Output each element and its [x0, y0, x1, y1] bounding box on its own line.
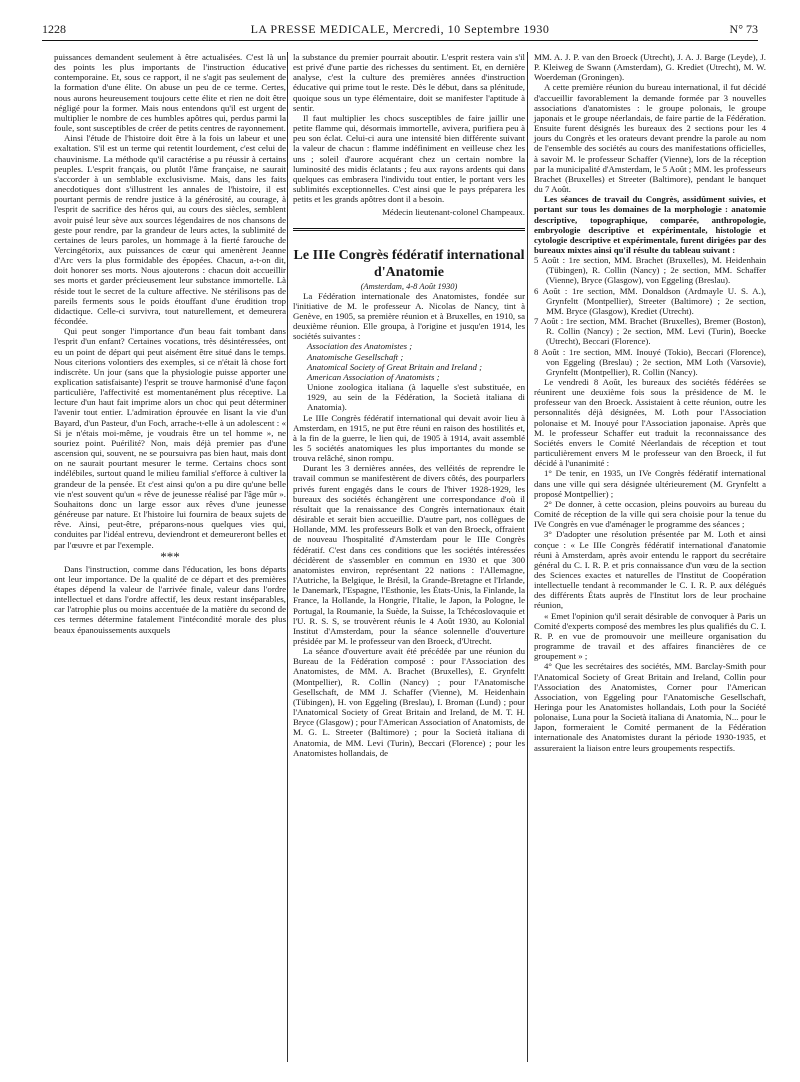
- column-divider: [287, 52, 288, 1062]
- paragraph: A cette première réunion du bureau international, il fut décidé d'accueillir favorablement la demande formée par 3 nouvelles associations d'anatomistes : le groupe polonais, le groupe japonais et le groupe néerlandais, de faire partie de la Fédération. Ensuite furent désignés les bureaux des 2 sections pour les 4 jours du Congrès et les orateurs devant prendre la parole au nom de l'ensemble des sociétés au cours des manifestations officielles, à savoir M. le professeur Schaffer (Vienne), lors de la réception par la municipalité d'Amsterdam, le 5 Août ; MM. les professeurs Brachet (Bruxelles) et Streeter (Baltimore), pendant le banquet du 7 Août.: [534, 82, 766, 195]
- column-3: [534, 52, 766, 753]
- author-signature: Médecin lieutenant-colonel Champeaux.: [382, 207, 525, 218]
- paragraph: Il faut multiplier les chocs susceptibles de faire jaillir une petite flamme qui, désormais immortelle, avivera, purifiera peu à peu son éclat. Celui-ci aura une intensité bien différente suivant la valeur de chacun : flamme indéfiniment en veilleuse chez les uns ; soleil d'aurore acquérant chez un certain nombre la luminosité des midis éclatants ; feu aux rayons ardents qui dans quelques cas embrasera l'individu tout entier, le portant vers les sublimités exceptionnelles. C'est ainsi que le pays préparera les petits et les grands apôtres dont il a besoin.: [293, 112, 525, 205]
- column-2: [293, 52, 525, 758]
- paragraph: « Emet l'opinion qu'il serait désirable de convoquer à Paris un Comité d'experts composé des membres les plus qualifiés du C. I. R. P. en vue de promouvoir une meilleure organisation du programme de travail et des affaires financières de ce groupement » ;: [534, 610, 766, 662]
- list-item: Association des Anatomistes ;: [307, 341, 413, 352]
- column-divider: [527, 52, 528, 1062]
- paragraph: Le IIIe Congrès fédératif international qui devait avoir lieu à Amsterdam, en 1915, ne put être réuni en raison des hostilités et, à la fin de la guerre, le lien qui, de 1905 à 1914, avait assemblé les 5 sociétés anatomiques les plus importantes du monde se trouva relâché, sinon rompu.: [293, 412, 525, 464]
- paragraph: 2° De donner, à cette occasion, pleins pouvoirs au bureau du Comité de réception de la ville qui sera choisie pour la tenue du IVe Congrès en vue d'aménager le programme des séances ;: [534, 498, 766, 530]
- list-item: American Association of Anatomists ;: [307, 371, 440, 382]
- paragraph: Qui peut songer l'importance d'un beau fait tombant dans l'esprit d'un enfant? Certaines vocations, très désintéressées, ont eu un point de départ qui peut aisément être situé dans le temps. Nous citerions volontiers des exemples, si ce n'était là chose fort indiscrète. Un jour (sans que la physiologie puisse apporter une explication satisfaisante) l'esprit se trouve harmonisé d'une façon particulière, l'affectivité est momentanément plus réceptive. La lecture d'un haut fait imprime alors un choc qui peut déterminer l'avenir tout entier. L'admiration éprouvée en lisant la vie d'un Bayard, d'un Pasteur, d'un Foch, arrache-t-elle à un adolescent : « Si je n'étais moi-même, je voudrais être un tel homme », ne souriez point. Puérilité? Non, mais déjà premier pas d'une ascension qui, souvent, ne se poursuivra pas bien haut, mais dont on ne saurait pourtant mesurer le terme. Certains chocs sont indélébiles, surtout quand le milieu familial s'efforce à cultiver la grandeur de la pensée. Et c'est ainsi qu'on a pu dire qu'une belle vie n'est souvent qu'un « rêve de jeunesse réalisé par l'âge mûr ». Souhaitons donc un large essor aux rêves d'une jeunesse généreuse par nature. Et l'histoire lui fournira de beaux sujets de rêve. Ainsi, peut-être, préparons-nous quelques vies qui, conduites par l'idéal entrevu, deviendront et demeureront belles et par l'œuvre et par l'exemple.: [54, 326, 286, 550]
- page-number: 1228: [42, 22, 66, 36]
- journal-title: LA PRESSE MEDICALE, Mercredi, 10 Septembre 1930: [250, 22, 550, 36]
- schedule-item: 7 Août : 1re section, MM. Brachet (Bruxelles), Bremer (Boston), R. Collin (Nancy) ; 2e section, MM. Levi (Turin), Boecke (Utrecht), Beccari (Florence).: [534, 316, 766, 347]
- article-subtitle: (Amsterdam, 4-8 Août 1930): [360, 280, 458, 291]
- paragraph: Les séances de travail du Congrès, assidûment suivies, et portant sur tous les domaines de la morphologie : anatomie descriptive, topographique, comparée, anthropologie, embryologie descriptive et expérimentale, histologie et cytologie descriptive et expérimentale, furent dirigées par des bureaux mixtes ainsi qu'il résulte du tableau suivant :: [534, 194, 766, 255]
- list-item: Anatomische Gesellschaft ;: [307, 351, 404, 362]
- page-header: [42, 20, 758, 41]
- paragraph: 3° D'adopter une résolution présentée par M. Loth et ainsi conçue : « Le IIIe Congrès fédératif international d'anatomie réuni à Amsterdam, après avoir entendu le rapport du secrétaire général du C. I. R. P. et pris connaissance d'un vœu de la section des Sciences exactes et naturelles de l'Institut de Coopération intellectuelle tendant à recommander le C. I. R. P. aux délégués des différents États auprès de l'Institut lors de leur prochaine réunion,: [534, 529, 766, 611]
- schedule-item: 6 Août : 1re section, MM. Donaldson (Ardmayle U. S. A.), Grynfeltt (Montpellier), Streeter (Baltimore) ; 2e section, MM. Bryce (Glasgow), Krediet (Utrecht).: [534, 285, 766, 316]
- column-1: [54, 52, 286, 635]
- list-item: Unione zoologica italiana (à laquelle s'est substituée, en 1929, au sein de la Fédération, la Società italiana di Anatomia).: [307, 382, 525, 413]
- paragraph: MM. A. J. P. van den Broeck (Utrecht), J. A. J. Barge (Leyde), J. P. Kleiweg de Swann (Amsterdam), G. Krediet (Utrecht), M. W. Woerdeman (Groningen).: [534, 52, 766, 83]
- paragraph: 4° Que les secrétaires des sociétés, MM. Barclay-Smith pour l'Anatomical Society of Great Britain and Ireland, Collin pour l'Association des Anatomistes, Corner pour l'American Association, von Eggeling pour l'Anatomische Gesellschaft, Heringa pour les Anatomistes hollandais, Loth pour la Société polonaise, Luna pour la Società italiana di Anatomia, N... pour le Japon, formeraient le Comité permanent de la Fédération internationale des Anatomistes durant la période 1930-1935, et assureraient la liaison entre leurs groupements respectifs.: [534, 661, 766, 753]
- section-separator: ***: [160, 548, 180, 564]
- schedule-item: 8 Août : 1re section, MM. Inouyé (Tokio), Beccari (Florence), von Eggeling (Breslau) ; 2e section, MM Loth (Varsovie), Grynfeltt (Montpellier), R. Collin (Nancy).: [534, 346, 766, 377]
- society-list: [293, 341, 525, 412]
- article-title: Le IIIe Congrès fédératif international d'Anatomie: [293, 247, 525, 280]
- paragraph: Durant les 3 dernières années, des velléités de reprendre le travail commun se manifestèrent de divers côtés, des pourparlers privés furent engagés dans le cours de l'hiver 1928-1929, les bureaux des sociétés échangèrent une correspondance d'où il résultait que la renaissance des Congrès internationaux était désirable et serait bien accueillie. D'autre part, nos collègues de Hollande, MM. les professeurs Bolk et van den Broeck, offraient de nouveau l'hospitalité d'Amsterdam pour le IIIe Congrès fédératif. C'est dans ces conditions que les sociétés intéressées décidèrent de s'assembler en commun en 1930 et que 300 anatomistes environ, représentant 22 nations : l'Allemagne, l'Autriche, la Belgique, le Brésil, la Grande-Bretagne et l'Irlande, le Danemark, l'Espagne, l'Esthonie, les États-Unis, la Finlande, la France, la Hollande, la Hongrie, l'Italie, le Japon, la Pologne, le Portugal, la Roumanie, la Suède, la Suisse, la Tchécoslovaquie et l'U. R. S. S, se trouvèrent réunis le 4 Août 1930, au Kolonial Institut d'Amsterdam, pour la séance solennelle d'ouverture présidée par M. le professeur van den Broeck, d'Utrecht.: [293, 463, 525, 646]
- section-schedule: [534, 255, 766, 377]
- article-divider: [293, 228, 525, 231]
- list-item: Anatomical Society of Great Britain and Ireland ;: [307, 361, 483, 372]
- paragraph: puissances demandent seulement à être actualisées. C'est là un des points les plus importants de l'instruction éducative contemporaine. Et, sous ce rapport, il ne s'agit pas seulement de la formation d'une élite. On abuse un peu de ce terme. Certes, nous aurons heureusement toujours cette élite et rien ne doit être négligé pour la former. Mais nous entendons qu'il est urgent de multiplier le nombre de ces humbles apôtres qui, perdus parmi la foule, sont susceptibles de créer de petits centres de rayonnement.: [54, 52, 286, 134]
- paragraph: la substance du premier pourrait aboutir. L'esprit restera vain s'il est privé d'une partie des richesses du sentiment. Et, en dernière analyse, c'est la culture des premières années d'instruction éducative qui prime tout le reste. Dès le début, dans sa plénitude, quoique sous un type élémentaire, doit se manifester l'aptitude à sentir.: [293, 52, 525, 113]
- paragraph: Le vendredi 8 Août, les bureaux des sociétés fédérées se réunirent une deuxième fois sous la présidence de M. le professeur van den Broeck. Assistaient à cette réunion, outre les personnalités déjà désignées, M. Loth pour l'Association polonaise et M. Inouyé pour l'Association japonaise. Après que M. le professeur Schaffer eut traduit la reconnaissance des Sociétés envers le Comité Néerlandais de réception et tout particulièrement envers M le professeur van den Broeck, il fut décidé à l'unanimité :: [534, 377, 766, 469]
- paragraph: La séance d'ouverture avait été précédée par une réunion du Bureau de la Fédération composé : pour l'Association des Anatomistes, de MM. A. Brachet (Bruxelles), E. Grynfeltt (Montpellier), R. Collin (Nancy) ; pour l'Anatomische Gesellschaft, de MM J. Schaffer (Vienne), M. Heidenhain (Tübingen), H. von Eggeling (Breslau), I. Broman (Lund) ; pour l'Anatomical Society of Great Britain and Ireland, de M. T. H. Bryce (Glasgow) ; pour l'American Association of Anatomists, de M. G. L. Streeter (Baltimore) ; pour la Società italiana di Anatomia, de MM. Levi (Turin), Beccari (Florence) ; pour les Anatomistes hollandais, de: [293, 646, 525, 758]
- issue-number: N° 73: [729, 22, 758, 36]
- paragraph: La Fédération internationale des Anatomistes, fondée sur l'initiative de M. le professeur A. Nicolas de Nancy, tint à Genève, en 1905, sa première réunion et à Bruxelles, en 1910, sa deuxième réunion. Elle groupa, à l'origine et jusqu'en 1914, les sociétés suivantes :: [293, 290, 525, 342]
- paragraph: 1° De tenir, en 1935, un IVe Congrès fédératif international dans une ville qui sera désignée ultérieurement (M. Grynfeltt a proposé Montpellier) ;: [534, 468, 766, 499]
- paragraph: Dans l'instruction, comme dans l'éducation, les bons départs ont leur importance. De la qualité de ce départ et des premières étapes dépend la valeur de l'arrivée finale, valeur dans l'ordre intellectuel et dans l'ordre affectif, les deux restant inséparables, car l'atrophie plus ou moins accentuée de la matière du second de ces termes détermine fatalement l'intécondité morale des plus beaux épanouissements auxquels: [54, 563, 286, 635]
- paragraph: Ainsi l'étude de l'histoire doit être à la fois un labeur et une exaltation. S'il est un terme qui retentit lourdement, c'est celui de chauvinisme. La méthode qu'il caractérise a pu réussir à certains peuples. L'esprit français, ou plutôt l'âme française, ne saurait s'accorder à un semblable exclusivisme. Mais, dans les faits anecdotiques dont s'illustrent les annales de l'histoire, il est pourtant permis de rendre justice à la générosité, au courage, à l'esprit de sacrifice des héros qui, au cours des siècles, semblent avoir puisé leur sève aux sources légendaires de nos chansons de geste pour rendre, par la grandeur de leurs actes, la sublimité de certaines de leurs paroles, un hommage à la fierté farouche de Vercingétorix, aux puissances de cœur qui amenèrent Jeanne d'Arc vers la plus formidable des épopées. Chacun, a-t-on dit, doit honorer ses morts. Nous ajouterons : chacun doit accueillir ses morts et garder précieusement leur substance immortelle. Là réside tout le secret de la culture affective. Ne stérilisons pas de pareils ferments sous le poids étouffant d'une érudition trop didactique. Celle-ci survivra, tout naturellement, et demeurera fécondée.: [54, 133, 286, 327]
- schedule-item: 5 Août : 1re section, MM. Brachet (Bruxelles), M. Heidenhain (Tübingen), R. Collin (Nancy) ; 2e section, MM. Schaffer (Vienne), Bryce (Glasgow), von Eggeling (Breslau).: [534, 255, 766, 286]
